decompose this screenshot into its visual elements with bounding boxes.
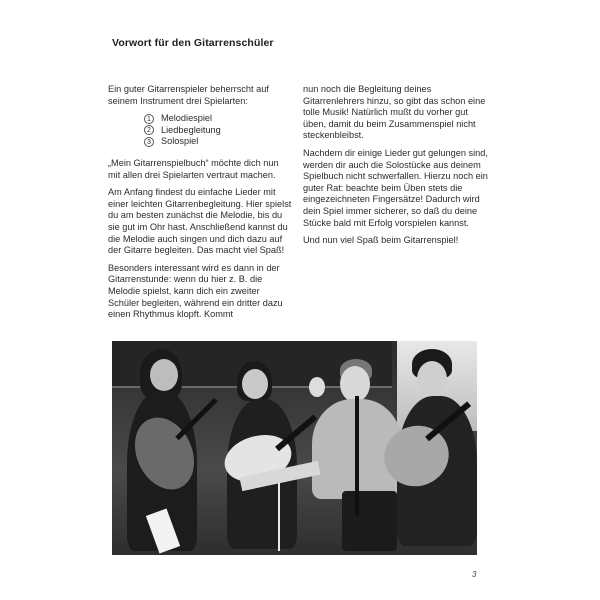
- guitar-lesson-photo: [112, 341, 477, 555]
- right-column: [303, 84, 488, 253]
- paragraph: Und nun viel Spaß beim Gitarrenspiel!: [303, 235, 459, 246]
- paragraph: nun noch die Begleitung deines Gitarrenlehrers hinzu, so gibt das schon eine tolle Musik! Natürlich mußt du vorher gut üben, damit du beim Zusammenspiel nicht steckenbleibst.: [303, 84, 486, 141]
- left-column: [108, 84, 293, 327]
- music-stand: [278, 483, 280, 551]
- paragraph: Am Anfang findest du einfache Lieder mit einer leichten Gitarrenbegleitung. Hier spielst du am besten zunächst die Melodie, bis du sie gut im Ohr hast. Anschließend kannst du die Melodie auch singen und dich dazu auf der Gitarre begleiten. Das macht viel Spaß!: [108, 187, 292, 256]
- person-head: [150, 359, 178, 391]
- page-number: 3: [472, 570, 477, 579]
- playing-styles-list: [144, 113, 293, 148]
- paragraph: Besonders interessant wird es dann in der Gitarrenstunde: wenn du hier z. B. die Melodie spielst, kann dich ein zweiter Schüler begleiten, während ein dritter dazu einen Rhythmus klopft. Kommt: [108, 262, 283, 320]
- intro-paragraph: Ein guter Gitarrenspieler beherrscht auf seinem Instrument drei Spielarten:: [108, 84, 269, 106]
- person-head: [242, 369, 268, 399]
- list-item-label: Liedbegleitung: [161, 124, 221, 135]
- circled-number-icon: 2: [144, 125, 154, 135]
- guitar-head: [309, 377, 325, 397]
- list-item: [144, 113, 293, 125]
- list-item: [144, 136, 293, 148]
- page-title: Vorwort für den Gitarrenschüler: [112, 37, 274, 49]
- list-item: [144, 125, 293, 137]
- recorder: [355, 396, 359, 516]
- circled-number-icon: 3: [144, 137, 154, 147]
- list-item-label: Solospiel: [161, 136, 199, 147]
- person-head: [417, 361, 447, 397]
- person-legs: [342, 491, 397, 551]
- paragraph: Nachdem dir einige Lieder gut gelungen sind, werden dir auch die Solostücke aus deinem Spielbuch nicht schwerfallen. Hierzu noch ein guter Rat: beachte beim Üben stets die eingezeichneten Fingersätze! Dadurch wird dein Spiel immer sicherer, so daß du deine Stücke bald mit Erfolg vorspielen kannst.: [303, 147, 488, 228]
- circled-number-icon: 1: [144, 114, 154, 124]
- paragraph: „Mein Gitarrenspielbuch“ möchte dich nun mit allen drei Spielarten vertraut machen.: [108, 157, 279, 180]
- list-item-label: Melodiespiel: [161, 113, 213, 124]
